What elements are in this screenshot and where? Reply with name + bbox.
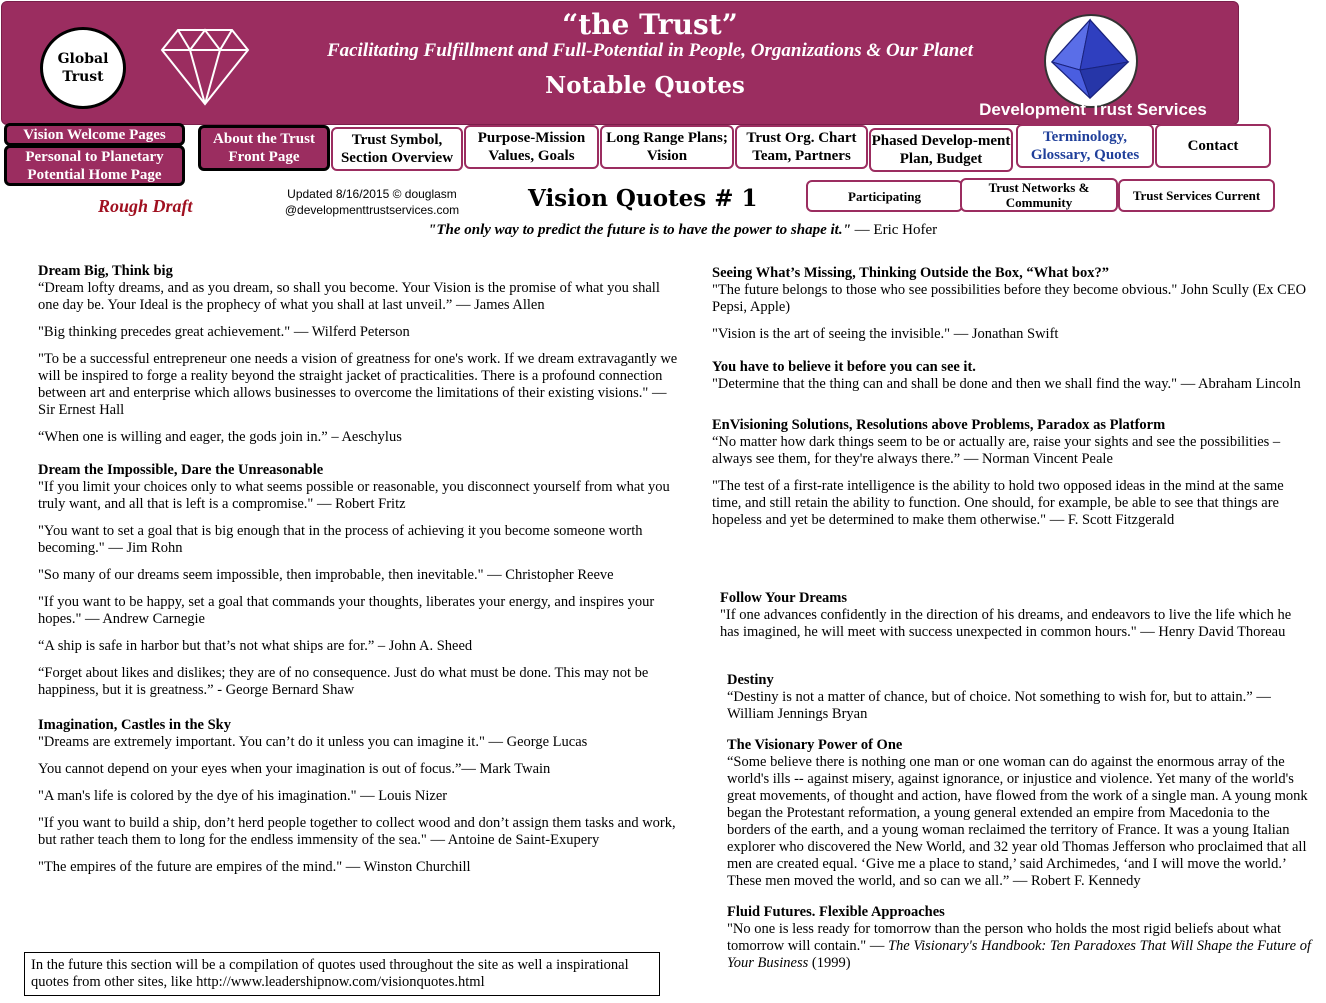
- section-heading: Fluid Futures. Flexible Approaches: [727, 904, 945, 920]
- quote-text: "No one is less ready for tomorrow than the person who holds the most rigid beliefs about what tomorrow will contain." —: [727, 921, 1281, 954]
- quote: [727, 921, 1312, 972]
- quote: "If you want to be happy, set a goal that commands your thoughts, liberates your energy, and inspires your hopes." — Andrew Carnegie: [38, 594, 655, 627]
- quote: "Dreams are extremely important. You can’t do it unless you can imagine it." — George Lucas: [38, 734, 588, 750]
- section-heading: Dream the Impossible, Dare the Unreasonable: [38, 462, 324, 478]
- epigraph: [428, 222, 937, 239]
- epigraph-quote: "The only way to predict the future is to have the power to shape it.": [428, 222, 851, 238]
- nav-trust-org[interactable]: Trust Org. Chart Team, Partners: [735, 125, 868, 169]
- nav-trust-services[interactable]: Trust Services Current: [1118, 179, 1275, 212]
- footer-note: In the future this section will be a compilation of quotes used throughout the site as well a inspirational quotes from other sites, like http://www.leadershipnow.com/visionquotes.html: [24, 952, 660, 996]
- book-title: The Visionary's Handbook: Ten Paradoxes That Will Shape the Future of Your Business: [727, 938, 1312, 971]
- org-name: Development Trust Services: [979, 100, 1207, 119]
- section-heading: Destiny: [727, 672, 774, 688]
- quote: "You want to set a goal that is big enough that in the process of achieving it you become someone worth becoming." — Jim Rohn: [38, 523, 643, 556]
- right-column-bottom: [727, 672, 1312, 982]
- quote: “Forget about likes and dislikes; they are of no consequence. Just do what must be done. This may not be happiness, but it is greatness.” - George Bernard Shaw: [38, 665, 649, 698]
- quote: "Vision is the art of seeing the invisible." — Jonathan Swift: [712, 326, 1059, 342]
- quote: "So many of our dreams seem impossible, then improbable, then inevitable." — Christopher Reeve: [38, 567, 614, 583]
- quote: "A man's life is colored by the dye of his imagination." — Louis Nizer: [38, 788, 448, 804]
- quote: “Some believe there is nothing one man or one woman can do against the enormous array of the world's ills -- against misery, against ignorance, or injustice and violence. Yet many of the world's great movements, of thought and action, have flowed from the work of a single man. A young monk began the Protestant reformation, a young general extended an empire from Macedonia to the borders of the earth, and a young woman reclaimed the territory of France. It was a young Italian explorer who discovered the New World, and 32 year old Thomas Jefferson who proclaimed that all men are created equal. ‘Give me a place to stand,’ said Archimedes, ‘and I will move the world.’ These men moved the world, and so can we all.” — Robert F. Kennedy: [727, 754, 1308, 889]
- quote: "If one advances confidently in the direction of his dreams, and endeavors to live the life which he has imagined, he will meet with success unexpected in common hours." — Henry David Thoreau: [720, 607, 1292, 640]
- site-title: “the Trust”: [562, 8, 738, 41]
- global-trust-logo[interactable]: [40, 27, 126, 109]
- updated-email: @developmenttrustservices.com: [284, 203, 460, 217]
- section-heading: The Visionary Power of One: [727, 737, 903, 753]
- status-label: Rough Draft: [98, 196, 193, 216]
- quote: "Determine that the thing can and shall be done and then we shall find the way." — Abraham Lincoln: [712, 376, 1301, 392]
- nav-purpose-mission[interactable]: Purpose-Mission Values, Goals: [464, 125, 599, 169]
- page-section-title: Notable Quotes: [545, 72, 745, 99]
- quote: “Destiny is not a matter of chance, but of choice. Not something to wish for, but to attain.” — William Jennings Bryan: [727, 689, 1271, 722]
- nav-phased-plan[interactable]: Phased Develop-ment Plan, Budget: [869, 128, 1013, 172]
- left-column: [38, 263, 678, 886]
- quote: "The empires of the future are empires of the mind." — Winston Churchill: [38, 859, 471, 875]
- updated-date: Updated 8/16/2015 © douglasm: [287, 187, 457, 201]
- nav-about-trust[interactable]: About the Trust Front Page: [198, 125, 330, 171]
- global-trust-logo-text: Global Trust: [57, 51, 109, 85]
- quote: "The test of a first-rate intelligence is the ability to hold two opposed ideas in the mind at the same time, and still retain the ability to function. One should, for example, be able to see that things are hopeless and yet be determined to make them otherwise." — F. Scott Fitzgerald: [712, 478, 1284, 528]
- nav-personal-planetary[interactable]: Personal to Planetary Potential Home Page: [4, 145, 185, 186]
- section-heading: EnVisioning Solutions, Resolutions above Problems, Paradox as Platform: [712, 417, 1166, 433]
- quote: "To be a successful entrepreneur one needs a vision of greatness for one's work. If we dream extravagantly we will be inspired to forge a reality beyond the straight jacket of practicalities. There is a profound connection between art and enterprise which allows businesses to overcome the limitations of their existing visions." — Sir Ernest Hall: [38, 351, 678, 418]
- nav-long-range[interactable]: Long Range Plans; Vision: [600, 125, 734, 169]
- quote: “Dream lofty dreams, and as you dream, so shall you become. Your Vision is the promise of what you shall one day be. Your Ideal is the prophecy of what you shall at last unveil.” — James Allen: [38, 280, 660, 313]
- quote: "Big thinking precedes great achievement." — Wilferd Peterson: [38, 324, 410, 340]
- nav-vision-welcome[interactable]: Vision Welcome Pages: [4, 123, 185, 146]
- page-title: Vision Quotes # 1: [528, 185, 758, 212]
- right-column-thoreau: [720, 590, 1310, 651]
- nav-contact[interactable]: Contact: [1155, 124, 1271, 168]
- section-heading: You have to believe it before you can see it.: [712, 359, 976, 375]
- quote: "If you limit your choices only to what seems possible or reasonable, you disconnect yourself from what you truly want, and all that is left is a compromise." — Robert Fritz: [38, 479, 670, 512]
- quote: “No matter how dark things seem to be or actually are, raise your sights and see the possibilities – always see them, for they're always there.” — Norman Vincent Peale: [712, 434, 1281, 467]
- nav-trust-networks[interactable]: Trust Networks & Community: [960, 178, 1118, 212]
- section-heading: Imagination, Castles in the Sky: [38, 717, 231, 733]
- quote: “When one is willing and eager, the gods join in.” – Aeschylus: [38, 429, 402, 445]
- quote: “A ship is safe in harbor but that’s not what ships are for.” – John A. Sheed: [38, 638, 473, 654]
- quote: You cannot depend on your eyes when your imagination is out of focus.”— Mark Twain: [38, 761, 551, 777]
- section-heading: Dream Big, Think big: [38, 263, 173, 279]
- section-heading: Seeing What’s Missing, Thinking Outside the Box, “What box?”: [712, 265, 1109, 281]
- quote: "The future belongs to those who see possibilities before they become obvious." John Scully (Ex CEO Pepsi, Apple): [712, 282, 1307, 315]
- diamond-icon: [160, 26, 250, 106]
- epigraph-author: — Eric Hofer: [850, 222, 938, 238]
- site-tagline: Facilitating Fulfillment and Full-Potential in People, Organizations & Our Planet: [326, 40, 974, 61]
- right-column-top: [712, 265, 1312, 539]
- section-heading: Follow Your Dreams: [720, 590, 848, 606]
- nav-trust-symbol[interactable]: Trust Symbol, Section Overview: [331, 127, 463, 171]
- book-year: (1999): [808, 955, 851, 971]
- quote: "If you want to build a ship, don’t herd people together to collect wood and don’t assign them tasks and work, but rather teach them to long for the endless immensity of the sea." — Antoine de Saint-Exupery: [38, 815, 676, 848]
- updated-info: [272, 186, 472, 218]
- nav-terminology[interactable]: Terminology, Glossary, Quotes: [1016, 124, 1154, 168]
- nav-participating[interactable]: Participating: [806, 180, 963, 212]
- octahedron-icon: [1050, 18, 1130, 100]
